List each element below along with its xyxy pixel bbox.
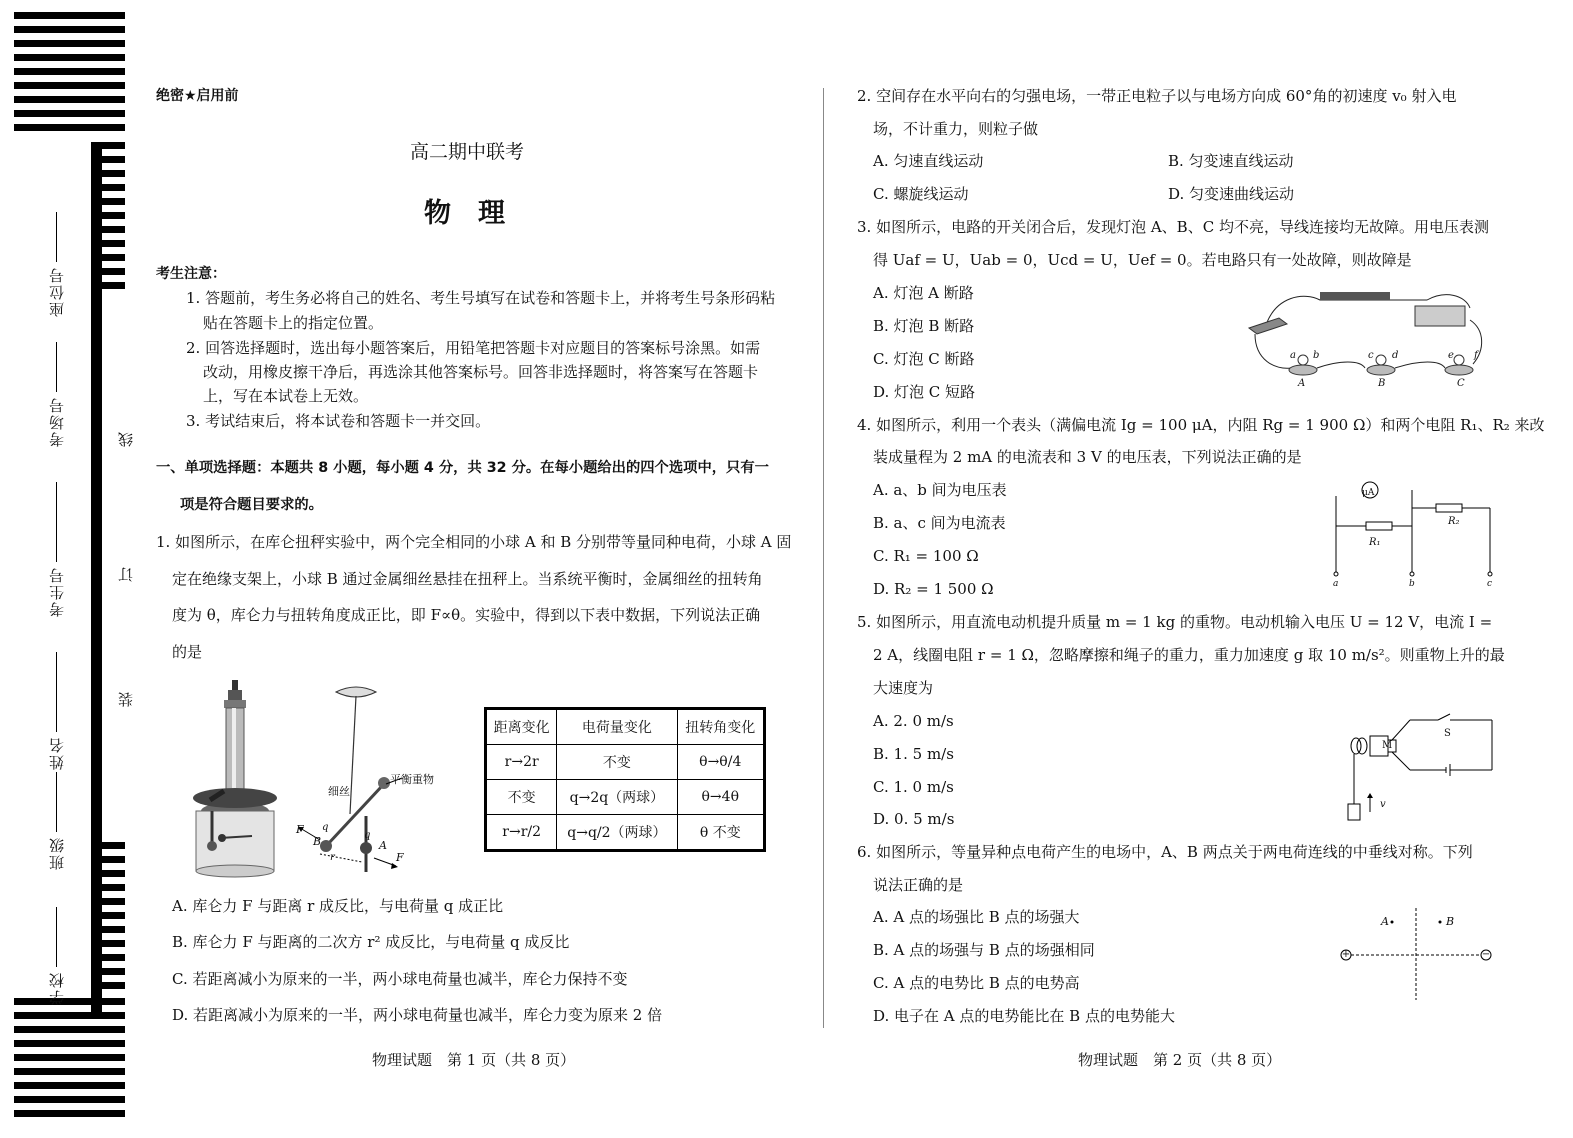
label-distance-r: r [330, 852, 335, 863]
label-positive-charge: + [1341, 949, 1351, 960]
question-4-option-b: B. a、c 间为电流表 [873, 514, 1006, 532]
cut-mark-bind: 订 [117, 567, 135, 582]
label-point-f: f [1474, 350, 1478, 361]
question-1-stem: 定在绝缘支架上，小球 B 通过金属细丝悬挂在扭秤上。当系统平衡时，金属细丝的扭转角 [172, 570, 763, 588]
question-4-option-c: C. R₁ = 100 Ω [873, 547, 979, 565]
label-bulb-a: A [1298, 378, 1306, 389]
label-r1: R₁ [1369, 537, 1381, 548]
table-cell: q→2q（两球） [557, 780, 677, 815]
question-4-option-d: D. R₂ = 1 500 Ω [873, 580, 994, 598]
label-bulb-c: C [1457, 378, 1465, 389]
question-4-stem: 装成量程为 2 mA 的电流表和 3 V 的电压表，下列说法正确的是 [873, 448, 1302, 466]
question-1-option-d: D. 若距离减小为原来的一半，两小球电荷量也减半，库仑力变为原来 2 倍 [172, 1006, 663, 1024]
question-3-option-b: B. 灯泡 B 断路 [873, 317, 975, 335]
label-terminal-b: b [1409, 579, 1415, 589]
table-cell: q→q/2（两球） [557, 815, 677, 850]
table-cell: θ→θ/4 [677, 745, 763, 780]
notice-line: 1. 答题前，考生务必将自己的姓名、考生号填写在试卷和答题卡上，并将考生号条形码粘 [186, 289, 776, 307]
label-terminal-c: c [1487, 579, 1493, 589]
question-6-option-a: A. A 点的场强比 B 点的场强大 [873, 908, 1080, 926]
stripe [14, 54, 125, 61]
stripe [14, 12, 125, 19]
stripe [14, 1068, 125, 1075]
question-5-option-b: B. 1. 5 m/s [873, 745, 954, 763]
question-3-option-c: C. 灯泡 C 断路 [873, 350, 975, 368]
question-2-stem: 场，不计重力，则粒子做 [873, 120, 1039, 138]
notice-line: 3. 考试结束后，将本试卷和答题卡一并交回。 [186, 412, 491, 430]
question-2-option-c: C. 螺旋线运动 [873, 185, 969, 203]
label-velocity: v [1380, 799, 1386, 810]
field-school: 学校 [46, 907, 67, 1005]
stripe [14, 1054, 125, 1061]
question-6-stem: 6. 如图所示，等量异种点电荷产生的电场中，A、B 两点关于两电荷连线的中垂线对称。下列 [857, 843, 1473, 861]
torsion-balance-apparatus [190, 676, 280, 878]
question-1-option-b: B. 库仑力 F 与距离的二次方 r² 成反比，与电荷量 q 成反比 [172, 933, 570, 951]
field-student-id: 考生号 [46, 482, 67, 617]
stripe [14, 1096, 125, 1103]
table-cell: θ→4θ [677, 780, 763, 815]
stripe [14, 40, 125, 47]
label-point-a: A [1381, 915, 1389, 928]
field-seat: 座位号 [46, 212, 67, 317]
question-2-option-d: D. 匀变速曲线运动 [1168, 185, 1295, 203]
label-balance-weight: 平衡重物 [390, 773, 434, 786]
question-1-stem: 1. 如图所示，在库仑扭秤实验中，两个完全相同的小球 A 和 B 分别带等量同种电荷，小球 A 固 [156, 533, 792, 551]
label-point-b: B [1446, 915, 1455, 928]
label-force-a: F [396, 851, 404, 864]
stripe [14, 82, 125, 89]
table-cell: r→r/2 [487, 815, 557, 850]
label-bulb-b: B [1378, 378, 1386, 389]
label-point-e: e [1448, 350, 1454, 361]
subject-title: 物 理 [424, 198, 505, 229]
question-3-stem: 3. 如图所示，电路的开关闭合后，发现灯泡 A、B、C 均不亮，导线连接均无故障。用电压表测 [857, 218, 1489, 236]
exam-title: 高二期中联考 [410, 141, 525, 163]
stripe [14, 26, 125, 33]
label-motor: M [1382, 740, 1393, 751]
stripe [14, 96, 125, 103]
label-ball-a: A [379, 839, 387, 852]
label-negative-charge: − [1481, 949, 1491, 960]
cut-mark-line: 线 [117, 432, 135, 447]
binding-line [91, 142, 102, 1012]
table-header: 电荷量变化 [557, 710, 677, 745]
notice-line: 贴在答题卡上的指定位置。 [203, 314, 384, 332]
question-5-option-d: D. 0. 5 m/s [873, 810, 955, 828]
stripe [14, 1040, 125, 1047]
label-point-b: b [1313, 350, 1320, 361]
question-6-option-d: D. 电子在 A 点的电势能比在 B 点的电势能大 [873, 1007, 1175, 1025]
section-heading-cont: 项是符合题目要求的。 [180, 497, 323, 513]
stripe [14, 1082, 125, 1089]
question-5-motor-circuit [1346, 712, 1496, 824]
question-2-stem: 2. 空间存在水平向右的匀强电场，一带正电粒子以与电场方向成 60°角的初速度 v₀ 射入电 [857, 87, 1457, 105]
field-room: 考场号 [46, 342, 67, 447]
label-point-a: a [1290, 350, 1296, 361]
label-force-b: F [296, 823, 304, 836]
table-cell: 不变 [557, 745, 677, 780]
question-5-option-a: A. 2. 0 m/s [873, 712, 954, 730]
stripe [14, 110, 125, 117]
experiment-table [486, 709, 764, 850]
table-cell: 不变 [487, 780, 557, 815]
label-point-d: d [1392, 350, 1399, 361]
label-switch: S [1444, 728, 1451, 739]
label-charge-b: q [322, 822, 329, 833]
question-6-option-c: C. A 点的电势比 B 点的电势高 [873, 974, 1080, 992]
page-divider [823, 88, 824, 1028]
table-row [487, 780, 764, 815]
notice-line: 2. 回答选择题时，选出每小题答案后，用铅笔把答题卡对应题目的答案标号涂黑。如需 [186, 339, 761, 357]
field-class: 班级 [46, 772, 67, 870]
page-1-footer: 物理试题 第 1 页（共 8 页） [372, 1051, 576, 1069]
question-1-stem: 度为 θ，库仑力与扭转角度成正比，即 F∝θ。实验中，得到以下表中数据，下列说法正确 [172, 606, 761, 624]
label-ball-b: B [313, 835, 322, 848]
stripe [14, 1026, 125, 1033]
cut-mark-staple: 装 [117, 692, 135, 707]
notice-line: 上，写在本试卷上无效。 [203, 387, 369, 405]
question-3-option-a: A. 灯泡 A 断路 [873, 284, 974, 302]
question-6-charge-diagram [1336, 904, 1496, 1004]
field-name: 姓名 [46, 652, 67, 770]
question-1-option-c: C. 若距离减小为原来的一半，两小球电荷量也减半，库仑力保持不变 [172, 970, 628, 988]
label-point-c: c [1368, 350, 1374, 361]
table-header: 扭转角变化 [677, 710, 763, 745]
stripe [14, 998, 125, 1005]
label-charge-a: q [364, 830, 371, 841]
question-1-stem: 的是 [172, 643, 203, 661]
label-microammeter: μA [1362, 488, 1375, 498]
question-2-option-a: A. 匀速直线运动 [873, 152, 984, 170]
binding-strip [14, 12, 135, 1124]
question-5-stem: 2 A，线圈电阻 r = 1 Ω，忽略摩擦和绳子的重力，重力加速度 g 取 10 m/s²。则重物上升的最 [873, 646, 1505, 664]
table-cell: θ 不变 [677, 815, 763, 850]
table-header-row [487, 710, 764, 745]
notice-line: 改动，用橡皮擦干净后，再选涂其他答案标号。回答非选择题时，将答案写在答题卡 [203, 363, 759, 381]
table-row [487, 745, 764, 780]
label-wire: 细丝 [328, 785, 350, 798]
table-row [487, 815, 764, 850]
table-header: 距离变化 [487, 710, 557, 745]
question-4-option-a: A. a、b 间为电压表 [873, 481, 1007, 499]
stripe [14, 68, 125, 75]
secret-label: 绝密★启用前 [156, 88, 239, 104]
question-5-stem: 大速度为 [873, 679, 934, 697]
question-3-stem: 得 Uaf = U，Uab = 0，Ucd = U，Uef = 0。若电路只有一处故障，则故障是 [873, 251, 1412, 269]
question-3-option-d: D. 灯泡 C 短路 [873, 383, 976, 401]
question-4-circuit [1326, 478, 1496, 578]
question-6-option-b: B. A 点的场强与 B 点的场强相同 [873, 941, 1095, 959]
stripe [14, 124, 125, 131]
notice-title: 考生注意： [156, 266, 226, 282]
page-2-footer: 物理试题 第 2 页（共 8 页） [1078, 1051, 1282, 1069]
label-r2: R₂ [1448, 516, 1460, 527]
question-2-option-b: B. 匀变速直线运动 [1168, 152, 1294, 170]
label-terminal-a: a [1333, 579, 1339, 589]
question-4-stem: 4. 如图所示，利用一个表头（满偏电流 Ig = 100 μA，内阻 Rg = 1 900 Ω）和两个电阻 R₁、R₂ 来改 [857, 416, 1545, 434]
table-cell: r→2r [487, 745, 557, 780]
stripe [14, 1110, 125, 1117]
question-6-stem: 说法正确的是 [873, 876, 964, 894]
question-5-stem: 5. 如图所示，用直流电动机提升质量 m = 1 kg 的重物。电动机输入电压 U = 12 V，电流 I = [857, 613, 1493, 631]
stripe [14, 1012, 125, 1019]
section-heading: 一、单项选择题：本题共 8 小题，每小题 4 分，共 32 分。在每小题给出的四个选项中，只有一 [156, 460, 769, 476]
question-1-option-a: A. 库仑力 F 与距离 r 成反比，与电荷量 q 成正比 [172, 897, 504, 915]
question-5-option-c: C. 1. 0 m/s [873, 778, 954, 796]
